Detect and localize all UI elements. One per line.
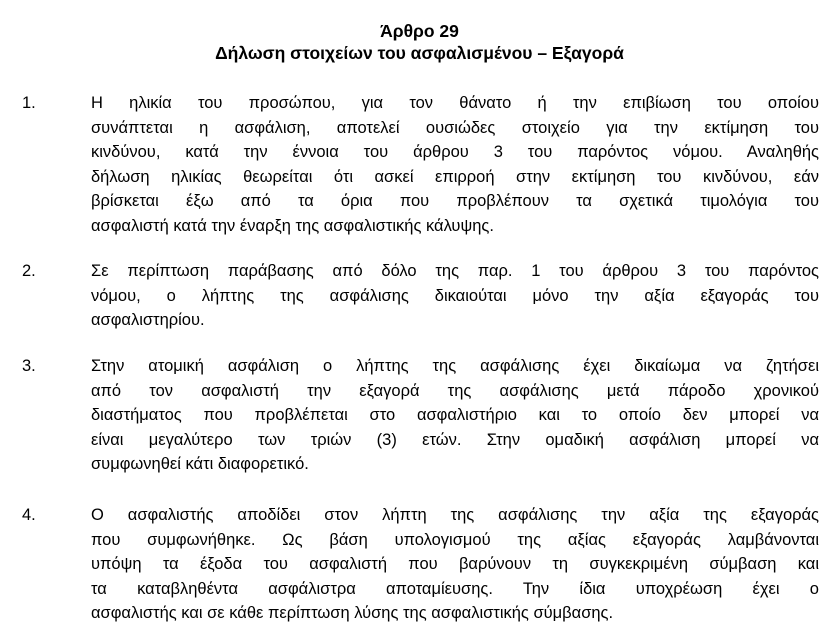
paragraph-line: κινδύνου, κατά την έννοια του άρθρου 3 του παρόντος νόμου. Αναληθής [91,143,819,161]
paragraph-line: υπόψη τα έξοδα του ασφαλιστή που βαρύνουν τη συγκεκριμένη σύμβαση και [91,555,819,573]
paragraph-line: συνάπτεται η ασφάλιση, αποτελεί ουσιώδες στοιχείο για την εκτίμηση του [91,118,819,137]
paragraph-text [91,354,819,477]
paragraph-line: ασφαλιστηρίου. [91,311,205,329]
paragraph-line: συμφωνηθεί κάτι διαφορετικό. [91,455,309,473]
paragraph-line: δήλωση ηλικίας θεωρείται ότι ασκεί επιρροή στην εκτίμηση του κινδύνου, εάν [91,167,819,186]
paragraph-line: Ο ασφαλιστής αποδίδει στον λήπτη της ασφάλισης την αξία της εξαγοράς [91,506,819,524]
article-title: Δήλωση στοιχείων του ασφαλισμένου – Εξαγορά [215,43,624,63]
paragraph-number: 3. [22,357,36,375]
paragraph-text [91,259,819,333]
paragraph-line: Η ηλικία του προσώπου, για τον θάνατο ή την επιβίωση του οποίου [91,94,819,112]
paragraph-line: νόμου, ο λήπτης της ασφάλισης δικαιούται μόνο την αξία εξαγοράς του [91,286,819,305]
paragraph-line: που συμφωνήθηκε. Ως βάση υπολογισμού της αξίας εξαγοράς λαμβάνονται [91,530,819,549]
paragraph-line: βρίσκεται έξω από τα όρια που προβλέπουν τα σχετικά τιμολόγια του [91,192,819,210]
paragraph-line: είναι μεγαλύτερο των τριών (3) ετών. Στην ομαδική ασφάλιση μπορεί να [91,430,819,449]
paragraph-number: 2. [22,262,36,280]
paragraph-line: διαστήματος που προβλέπεται στο ασφαλιστήριο και το οποίο δεν μπορεί να [91,406,819,424]
paragraph-line: τα καταβληθέντα ασφάλιστρα αποταμίευσης. Την ίδια υποχρέωση έχει ο [91,579,819,598]
article-number: Άρθρο 29 [380,21,459,41]
paragraph-number: 4. [22,506,36,524]
paragraph-text [91,91,819,238]
paragraph-number: 1. [22,94,36,112]
paragraph-line: από τον ασφαλιστή την εξαγορά της ασφάλισης μετά πάροδο χρονικού [91,381,819,400]
paragraph-line: ασφαλιστής και σε κάθε περίπτωση λύσης της ασφαλιστικής σύμβασης. [91,604,614,622]
paragraph-line: ασφαλιστή κατά την έναρξη της ασφαλιστικής κάλυψης. [91,216,494,235]
paragraph-line: Στην ατομική ασφάλιση ο λήπτης της ασφάλισης έχει δικαίωμα να ζητήσει [91,357,819,375]
paragraph-text [91,503,819,626]
paragraph-line: Σε περίπτωση παράβασης από δόλο της παρ. 1 του άρθρου 3 του παρόντος [91,262,819,280]
